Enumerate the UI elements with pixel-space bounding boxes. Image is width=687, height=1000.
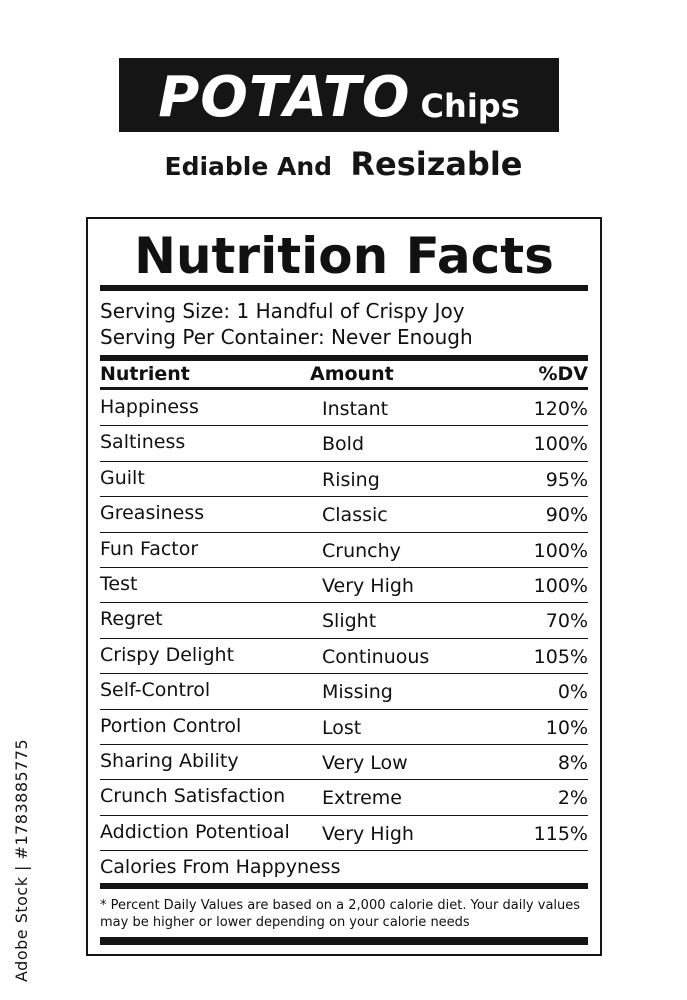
- nutrient-amount: Slight: [322, 610, 377, 633]
- table-row: [100, 391, 588, 426]
- nutrient-name: Self-Control: [100, 679, 211, 702]
- rule-serving: [100, 355, 588, 361]
- table-row: [100, 710, 588, 745]
- subtitle: [0, 145, 687, 183]
- nutrient-name: Saltiness: [100, 431, 186, 454]
- nutrient-name: Happiness: [100, 396, 199, 418]
- nutrient-dv: 10%: [545, 716, 588, 739]
- nutrient-dv: 90%: [545, 504, 588, 527]
- footnote: * Percent Daily Values are based on a 2,000 calorie diet. Your daily values may be higher or lower depending on your calorie needs: [100, 898, 581, 930]
- nutrient-amount: Extreme: [322, 787, 402, 810]
- nutrient-name: Fun Factor: [100, 537, 199, 560]
- nutrition-facts-title: Nutrition Facts: [134, 227, 554, 285]
- nutrient-name: Crispy Delight: [100, 643, 235, 666]
- nutrient-name: Greasiness: [100, 502, 205, 525]
- nutrient-dv: 115%: [533, 822, 588, 845]
- nutrient-dv: 8%: [557, 752, 588, 774]
- table-row: [100, 639, 588, 674]
- nutrient-dv: 100%: [533, 433, 588, 456]
- table-row: [100, 816, 588, 851]
- nutrient-dv: 70%: [545, 610, 588, 633]
- table-row: [100, 780, 588, 815]
- servings-per-container: Serving Per Container: Never Enough: [100, 325, 473, 349]
- rule-top: [100, 285, 588, 291]
- nutrient-amount: Classic: [322, 504, 388, 527]
- nutrient-name: Guilt: [100, 466, 145, 489]
- table-row: [100, 497, 588, 532]
- stock-id: Adobe Stock | #1783885775: [12, 738, 31, 982]
- nutrient-amount: Missing: [322, 681, 393, 704]
- table-row: [100, 745, 588, 780]
- rule-footnote: [100, 883, 588, 889]
- nutrient-dv: 95%: [545, 468, 588, 491]
- rule-header: [100, 387, 588, 390]
- nutrition-label: [86, 217, 602, 956]
- nutrient-amount: Rising: [322, 468, 380, 491]
- header-amount: Amount: [310, 363, 394, 385]
- nutrient-name: Portion Control: [100, 714, 242, 737]
- nutrient-dv: 120%: [533, 398, 588, 420]
- title-main: POTATO: [158, 65, 411, 130]
- table-header: [100, 363, 588, 389]
- table-row: [100, 462, 588, 497]
- nutrient-amount: Continuous: [322, 645, 430, 668]
- rule-bottom: [100, 937, 588, 945]
- title-banner: [119, 58, 559, 132]
- nutrient-amount: Very Low: [322, 752, 408, 774]
- calories-line: Calories From Happyness: [100, 856, 341, 878]
- nutrient-name: Test: [100, 573, 138, 595]
- row-divider: [100, 850, 588, 851]
- nutrient-dv: 100%: [533, 539, 588, 562]
- nutrient-amount: Bold: [322, 433, 364, 456]
- subtitle-a: Ediable And: [164, 152, 333, 181]
- nutrient-amount: Instant: [322, 398, 389, 420]
- nutrient-name: Addiction Potentioal: [100, 820, 290, 843]
- nutrient-dv: 2%: [557, 787, 588, 810]
- table-row: [100, 426, 588, 461]
- header-dv: %DV: [538, 363, 588, 385]
- nutrient-dv: 0%: [557, 681, 588, 704]
- nutrient-amount: Lost: [322, 716, 362, 739]
- nutrient-name: Regret: [100, 608, 163, 631]
- nutrient-dv: 105%: [533, 645, 588, 668]
- table-row: [100, 568, 588, 603]
- serving-size: Serving Size: 1 Handful of Crispy Joy: [100, 299, 465, 323]
- header-nutrient: Nutrient: [100, 363, 190, 385]
- nutrient-amount: Very High: [322, 822, 414, 845]
- nutrient-name: Sharing Ability: [100, 750, 239, 772]
- nutrient-name: Crunch Satisfaction: [100, 785, 286, 808]
- subtitle-b: Resizable: [350, 145, 523, 183]
- table-row: [100, 603, 588, 638]
- nutrient-dv: 100%: [533, 575, 588, 597]
- nutrient-amount: Very High: [322, 575, 414, 597]
- table-row: [100, 533, 588, 568]
- title-sub: Chips: [420, 87, 520, 125]
- table-row: [100, 674, 588, 709]
- nutrient-amount: Crunchy: [322, 539, 401, 562]
